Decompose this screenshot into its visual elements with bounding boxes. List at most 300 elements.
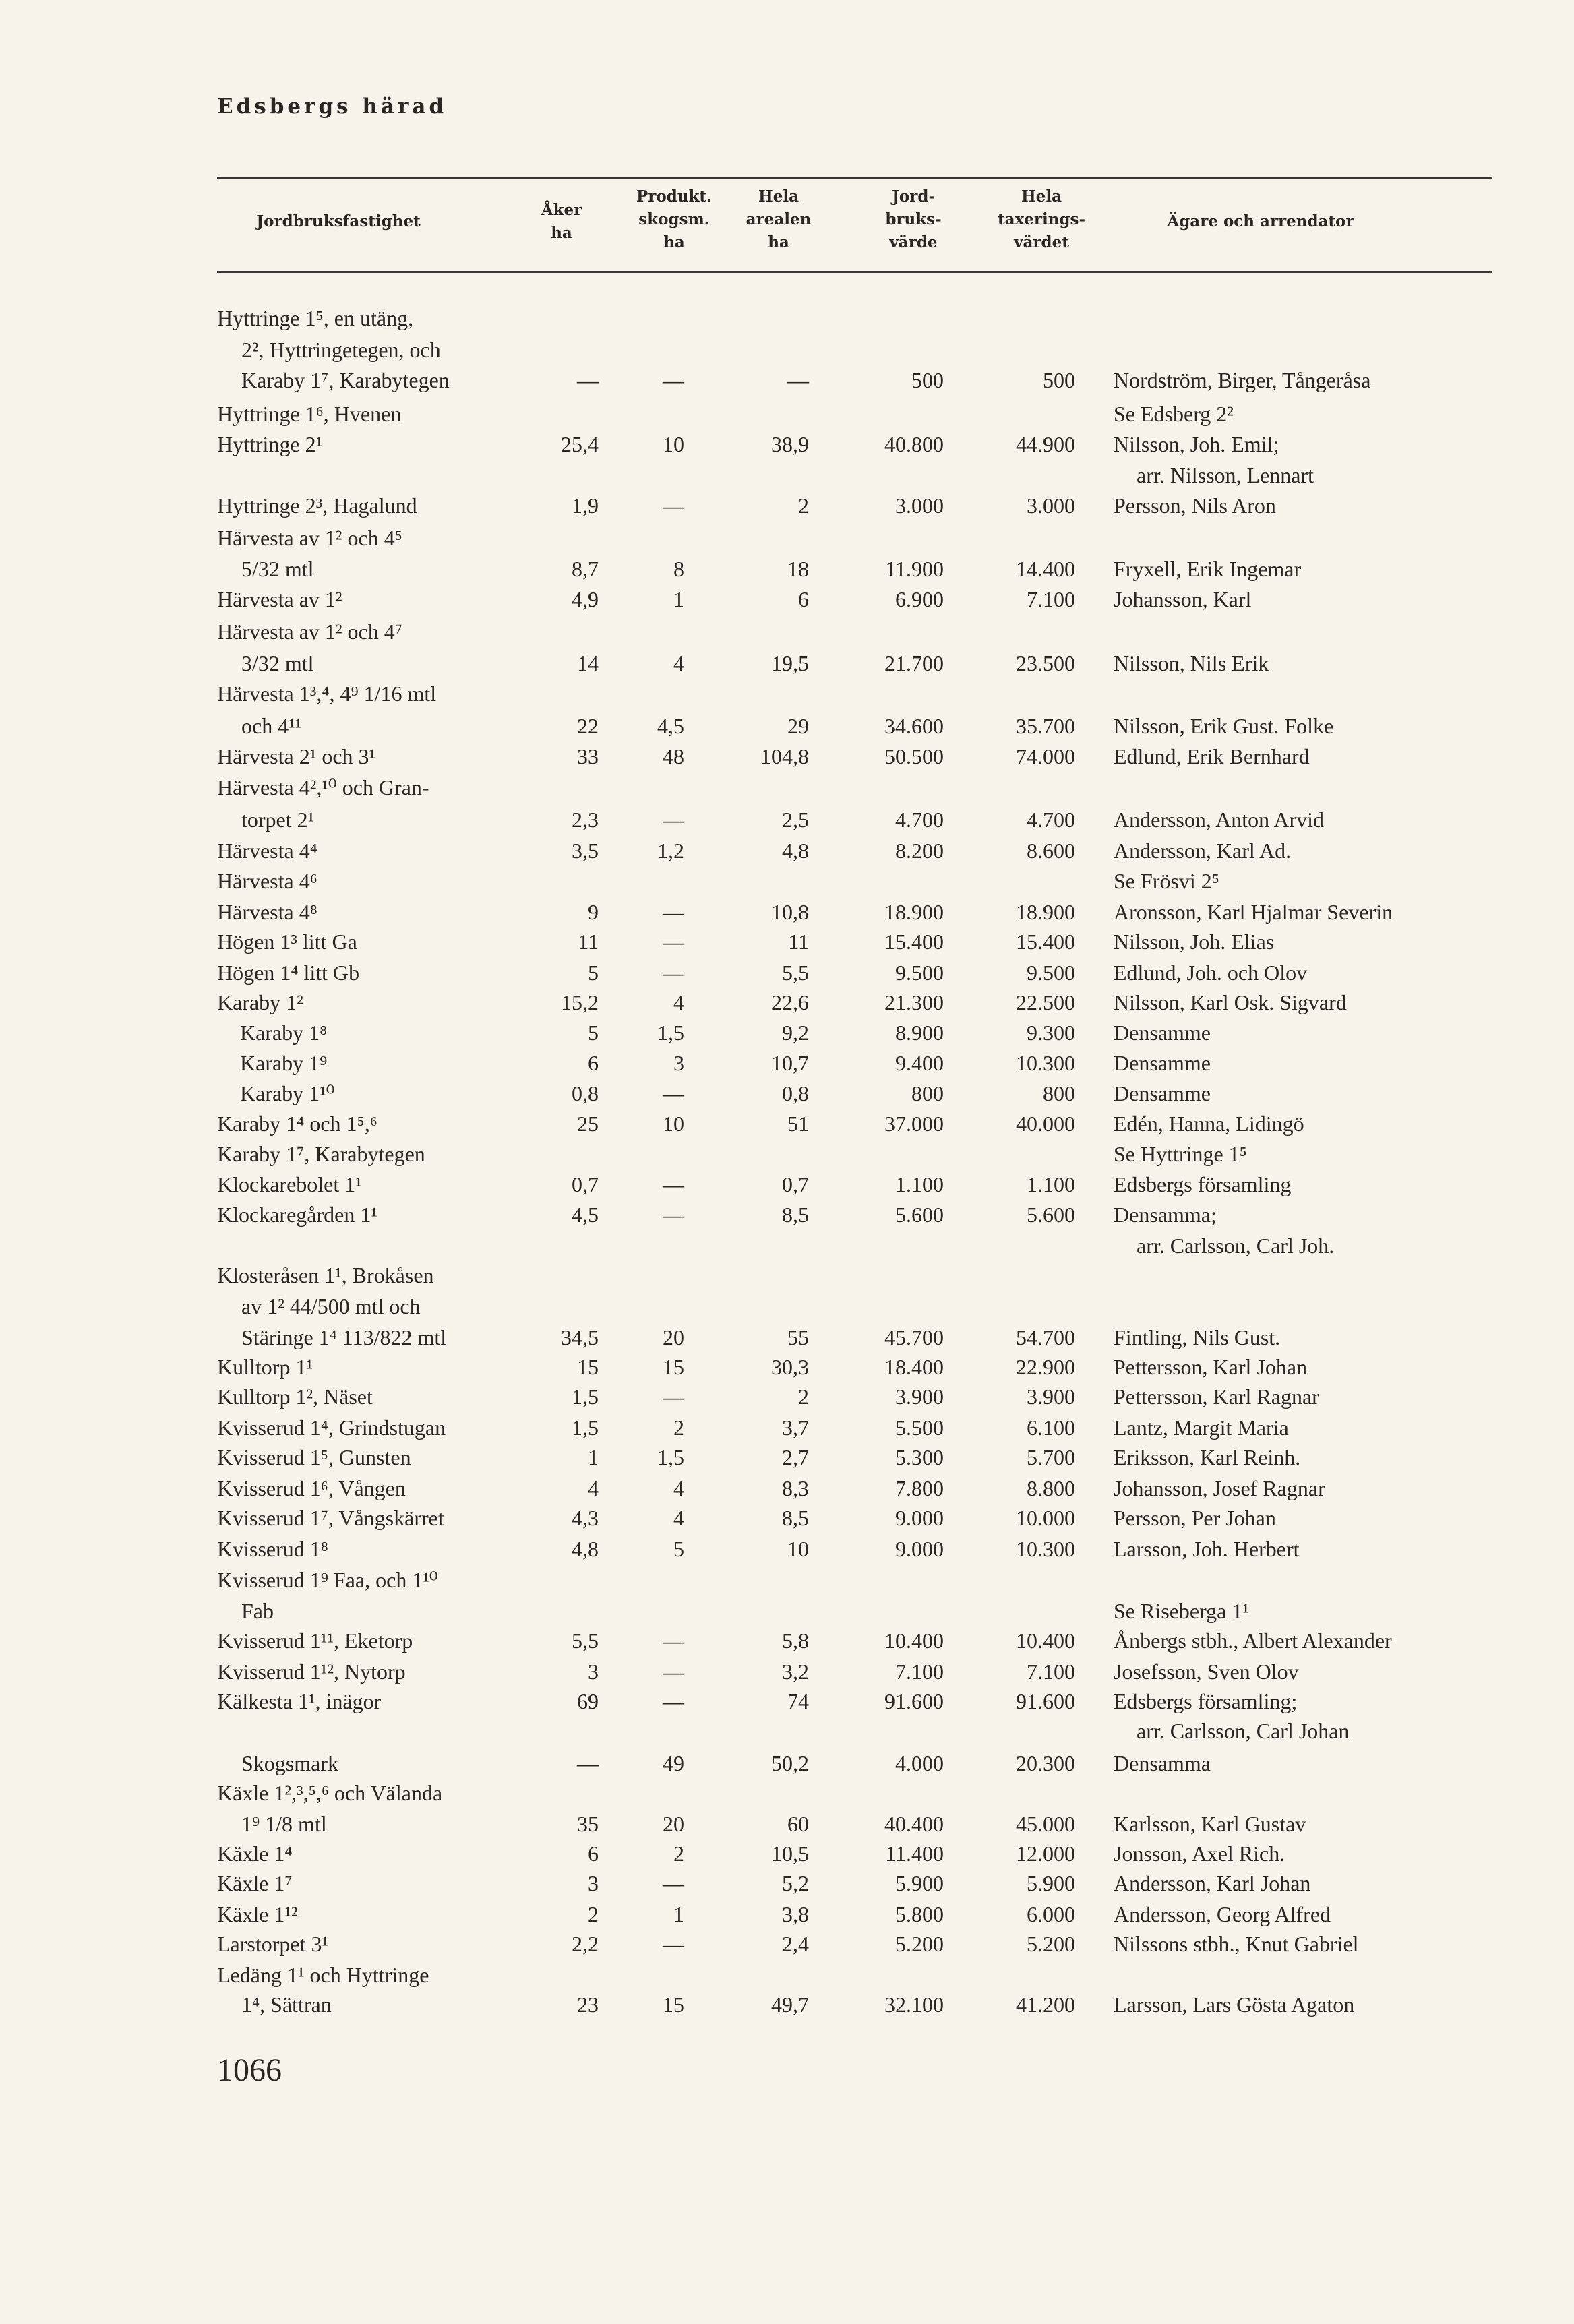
cell-j: 9.000 xyxy=(895,1537,944,1561)
cell-o: Andersson, Karl Ad. xyxy=(1114,838,1292,863)
cell-t: 3.000 xyxy=(1027,493,1075,518)
table-row xyxy=(0,1960,1574,1990)
cell-a: 15,2 xyxy=(561,990,599,1014)
cell-s: 20 xyxy=(663,1325,684,1349)
cell-s: 4 xyxy=(673,990,684,1014)
header-fastighet xyxy=(217,210,460,233)
header-line: bruks- xyxy=(885,210,942,228)
cell-j: 37.000 xyxy=(884,1111,944,1136)
cell-t: 5.200 xyxy=(1027,1932,1075,1956)
cell-t: 8.600 xyxy=(1027,838,1075,863)
table-row xyxy=(0,1748,1574,1779)
header-hela xyxy=(728,185,829,254)
cell-f: 2², Hyttringetegen, och xyxy=(241,338,441,362)
cell-a: 23 xyxy=(577,1992,599,2017)
header-line: arealen xyxy=(746,210,812,228)
table-row xyxy=(0,491,1574,521)
cell-h: 6 xyxy=(798,587,809,611)
cell-j: 8.200 xyxy=(895,838,944,863)
cell-s: — xyxy=(663,900,684,924)
table-row xyxy=(0,1534,1574,1564)
table-row xyxy=(0,1809,1574,1839)
cell-j: 91.600 xyxy=(884,1689,944,1713)
cell-f: Kvisserud 1¹², Nytorp xyxy=(217,1659,406,1684)
header-line: ha xyxy=(768,233,789,251)
cell-j: 5.200 xyxy=(895,1932,944,1956)
cell-o: Edlund, Erik Bernhard xyxy=(1114,744,1310,768)
cell-j: 11.400 xyxy=(885,1841,944,1866)
cell-f: och 4¹¹ xyxy=(241,714,302,738)
cell-f: Hyttringe 1⁵, en utäng, xyxy=(217,306,414,330)
cell-f: Karaby 1¹⁰ xyxy=(240,1081,335,1105)
cell-j: 40.800 xyxy=(884,432,944,456)
cell-o: Nilsson, Karl Osk. Sigvard xyxy=(1114,990,1347,1014)
cell-o: Karlsson, Karl Gustav xyxy=(1114,1812,1306,1836)
cell-t: 7.100 xyxy=(1027,587,1075,611)
cell-a: — xyxy=(577,368,599,392)
cell-t: 45.000 xyxy=(1016,1812,1075,1836)
cell-s: — xyxy=(663,1932,684,1956)
cell-h: 10 xyxy=(787,1537,809,1561)
cell-f: Karaby 1⁸ xyxy=(240,1020,328,1045)
cell-j: 5.900 xyxy=(895,1871,944,1895)
cell-t: 3.900 xyxy=(1027,1384,1075,1409)
table-row xyxy=(0,741,1574,772)
table-row xyxy=(0,987,1574,1018)
cell-s: 1,5 xyxy=(657,1445,684,1469)
cell-j: 9.500 xyxy=(895,960,944,985)
cell-s: 10 xyxy=(663,1111,684,1136)
header-line: Hela xyxy=(758,187,799,206)
cell-o: Densamme xyxy=(1114,1051,1211,1075)
cell-f: Käxle 1⁴ xyxy=(217,1841,293,1866)
cell-o: Pettersson, Karl Ragnar xyxy=(1114,1384,1319,1409)
cell-o: Josefsson, Sven Olov xyxy=(1114,1659,1299,1684)
cell-t: 12.000 xyxy=(1016,1841,1075,1866)
cell-s: — xyxy=(663,929,684,954)
table-row xyxy=(0,1169,1574,1200)
cell-h: 38,9 xyxy=(771,432,809,456)
header-line: Jord- xyxy=(892,187,935,206)
table-row xyxy=(0,1291,1574,1322)
table-row xyxy=(0,1990,1574,2020)
cell-j: 45.700 xyxy=(884,1325,944,1349)
cell-j: 11.900 xyxy=(885,557,944,581)
cell-h: 3,8 xyxy=(782,1902,809,1926)
cell-s: — xyxy=(663,1172,684,1196)
cell-t: 5.600 xyxy=(1027,1202,1075,1227)
table-row xyxy=(0,1352,1574,1382)
cell-a: 8,7 xyxy=(572,557,599,581)
table-row xyxy=(0,836,1574,866)
cell-j: 3.000 xyxy=(895,493,944,518)
cell-a: 4,3 xyxy=(572,1506,599,1530)
cell-a: 11 xyxy=(578,929,599,954)
table-row xyxy=(0,1109,1574,1139)
table-row xyxy=(0,1260,1574,1291)
cell-h: 19,5 xyxy=(771,651,809,675)
cell-t: 8.800 xyxy=(1027,1476,1075,1500)
cell-t: 14.400 xyxy=(1016,557,1075,581)
cell-o: Ånbergs stbh., Albert Alexander xyxy=(1114,1628,1392,1653)
cell-f: Klockaregården 1¹ xyxy=(217,1202,377,1227)
cell-t: 54.700 xyxy=(1016,1325,1075,1349)
cell-h: 104,8 xyxy=(760,744,809,768)
header-line: Ägare och arrendator xyxy=(1167,212,1354,231)
cell-a: 5 xyxy=(588,1020,599,1045)
cell-o: Fintling, Nils Gust. xyxy=(1114,1325,1281,1349)
cell-o: Andersson, Anton Arvid xyxy=(1114,807,1324,832)
cell-a: 9 xyxy=(588,900,599,924)
page-number: 1066 xyxy=(217,2052,282,2088)
cell-j: 8.900 xyxy=(895,1020,944,1045)
cell-o: Larsson, Joh. Herbert xyxy=(1114,1537,1300,1561)
table-row xyxy=(0,1596,1574,1626)
header-line: värdet xyxy=(1014,233,1069,251)
cell-h: 2 xyxy=(798,493,809,518)
cell-f: Kulltorp 1¹ xyxy=(217,1355,313,1379)
cell-f: Käxle 1⁷ xyxy=(217,1871,293,1895)
table-row xyxy=(0,1382,1574,1412)
table-row xyxy=(0,958,1574,988)
cell-f: 3/32 mtl xyxy=(241,651,314,675)
cell-t: 500 xyxy=(1043,368,1075,392)
cell-j: 40.400 xyxy=(884,1812,944,1836)
cell-f: Stäringe 1⁴ 113/822 mtl xyxy=(241,1325,447,1349)
table-row xyxy=(0,1442,1574,1473)
cell-s: 2 xyxy=(673,1841,684,1866)
cell-h: 5,5 xyxy=(782,960,809,985)
cell-h: 55 xyxy=(787,1325,809,1349)
cell-s: — xyxy=(663,1689,684,1713)
cell-h: — xyxy=(787,368,809,392)
cell-s: 1,2 xyxy=(657,838,684,863)
cell-o: Jonsson, Axel Rich. xyxy=(1114,1841,1285,1866)
cell-f: Högen 1⁴ litt Gb xyxy=(217,960,360,985)
cell-j: 5.800 xyxy=(895,1902,944,1926)
cell-h: 30,3 xyxy=(771,1355,809,1379)
cell-a: 0,7 xyxy=(572,1172,599,1196)
table-top-rule xyxy=(217,177,1492,179)
cell-s: 8 xyxy=(673,557,684,581)
cell-t: 5.900 xyxy=(1027,1871,1075,1895)
header-line: värde xyxy=(889,233,938,251)
cell-o: arr. Carlsson, Carl Johan xyxy=(1137,1719,1350,1743)
cell-o: Larsson, Lars Gösta Agaton xyxy=(1114,1992,1355,2017)
table-row xyxy=(0,1929,1574,1959)
table-row xyxy=(0,648,1574,679)
cell-j: 4.000 xyxy=(895,1751,944,1775)
cell-f: Klockarebolet 1¹ xyxy=(217,1172,362,1196)
cell-j: 18.900 xyxy=(884,900,944,924)
table-row xyxy=(0,1231,1574,1261)
cell-f: Klosteråsen 1¹, Brokåsen xyxy=(217,1263,434,1287)
cell-f: Kvisserud 1⁹ Faa, och 1¹⁰ xyxy=(217,1568,438,1592)
cell-t: 6.000 xyxy=(1027,1902,1075,1926)
cell-o: Eriksson, Karl Reinh. xyxy=(1114,1445,1301,1469)
cell-a: 14 xyxy=(577,651,599,675)
cell-a: 15 xyxy=(577,1355,599,1379)
cell-f: Härvesta av 1² och 4⁵ xyxy=(217,526,402,550)
cell-a: 69 xyxy=(577,1689,599,1713)
cell-s: 20 xyxy=(663,1812,684,1836)
cell-o: arr. Nilsson, Lennart xyxy=(1137,463,1314,487)
cell-h: 60 xyxy=(787,1812,809,1836)
cell-j: 800 xyxy=(911,1081,944,1105)
cell-a: 1,9 xyxy=(572,493,599,518)
cell-f: Karaby 1⁴ och 1⁵,⁶ xyxy=(217,1111,377,1136)
cell-s: 48 xyxy=(663,744,684,768)
table-row xyxy=(0,1200,1574,1230)
table-row xyxy=(0,1322,1574,1353)
cell-a: 5,5 xyxy=(572,1628,599,1653)
cell-j: 15.400 xyxy=(884,929,944,954)
cell-t: 40.000 xyxy=(1016,1111,1075,1136)
cell-t: 1.100 xyxy=(1027,1172,1075,1196)
cell-t: 800 xyxy=(1043,1081,1075,1105)
cell-h: 2,7 xyxy=(782,1445,809,1469)
cell-t: 18.900 xyxy=(1016,900,1075,924)
cell-s: 1 xyxy=(673,1902,684,1926)
cell-h: 51 xyxy=(787,1111,809,1136)
cell-a: 0,8 xyxy=(572,1081,599,1105)
cell-h: 49,7 xyxy=(771,1992,809,2017)
cell-a: 4,9 xyxy=(572,587,599,611)
cell-f: Härvesta 1³,⁴, 4⁹ 1/16 mtl xyxy=(217,681,437,706)
cell-a: 6 xyxy=(588,1051,599,1075)
cell-j: 500 xyxy=(911,368,944,392)
cell-t: 35.700 xyxy=(1016,714,1075,738)
cell-a: 4 xyxy=(588,1476,599,1500)
cell-a: 3,5 xyxy=(572,838,599,863)
cell-o: Nilsson, Joh. Emil; xyxy=(1114,432,1279,456)
cell-s: — xyxy=(663,1384,684,1409)
cell-h: 8,3 xyxy=(782,1476,809,1500)
cell-a: 2 xyxy=(588,1902,599,1926)
cell-s: 1,5 xyxy=(657,1020,684,1045)
cell-f: Härvesta 4⁸ xyxy=(217,900,317,924)
cell-a: 4,5 xyxy=(572,1202,599,1227)
header-line: taxerings- xyxy=(997,210,1086,228)
table-row xyxy=(0,1626,1574,1656)
cell-o: Se Riseberga 1¹ xyxy=(1114,1599,1249,1623)
header-agare xyxy=(1119,210,1402,233)
cell-o: Densamma xyxy=(1114,1751,1211,1775)
cell-t: 10.000 xyxy=(1016,1506,1075,1530)
table-row xyxy=(0,897,1574,927)
cell-o: Andersson, Georg Alfred xyxy=(1114,1902,1331,1926)
cell-j: 1.100 xyxy=(895,1172,944,1196)
cell-o: Nilssons stbh., Knut Gabriel xyxy=(1114,1932,1359,1956)
cell-f: Härvesta 4⁴ xyxy=(217,838,317,863)
cell-h: 9,2 xyxy=(782,1020,809,1045)
cell-f: Kulltorp 1², Näset xyxy=(217,1384,373,1409)
header-line: ha xyxy=(551,224,572,242)
cell-o: Nordström, Birger, Tångeråsa xyxy=(1114,368,1371,392)
table-row xyxy=(0,1686,1574,1717)
table-row xyxy=(0,1565,1574,1595)
table-row xyxy=(0,927,1574,957)
table-row xyxy=(0,1139,1574,1169)
cell-h: 0,8 xyxy=(782,1081,809,1105)
cell-j: 7.800 xyxy=(895,1476,944,1500)
cell-o: Lantz, Margit Maria xyxy=(1114,1415,1289,1440)
cell-s: 4 xyxy=(673,651,684,675)
cell-f: Kvisserud 1⁴, Grindstugan xyxy=(217,1415,446,1440)
cell-t: 20.300 xyxy=(1016,1751,1075,1775)
cell-j: 9.000 xyxy=(895,1506,944,1530)
cell-a: 1,5 xyxy=(572,1415,599,1440)
cell-j: 21.700 xyxy=(884,651,944,675)
cell-f: Hyttringe 2¹ xyxy=(217,432,323,456)
cell-a: 4,8 xyxy=(572,1537,599,1561)
cell-a: 6 xyxy=(588,1841,599,1866)
cell-o: arr. Carlsson, Carl Joh. xyxy=(1137,1233,1335,1258)
cell-j: 5.600 xyxy=(895,1202,944,1227)
cell-a: 2,3 xyxy=(572,807,599,832)
cell-f: Härvesta 4²,¹⁰ och Gran- xyxy=(217,775,429,799)
cell-o: Edén, Hanna, Lidingö xyxy=(1114,1111,1304,1136)
cell-h: 10,7 xyxy=(771,1051,809,1075)
cell-s: 1 xyxy=(673,587,684,611)
cell-j: 4.700 xyxy=(895,807,944,832)
cell-a: 2,2 xyxy=(572,1932,599,1956)
cell-o: Densamme xyxy=(1114,1020,1211,1045)
cell-o: Se Edsberg 2² xyxy=(1114,402,1234,426)
cell-h: 11 xyxy=(788,929,809,954)
cell-o: Nilsson, Joh. Elias xyxy=(1114,929,1275,954)
cell-j: 32.100 xyxy=(884,1992,944,2017)
table-row xyxy=(0,399,1574,429)
cell-s: — xyxy=(663,1202,684,1227)
cell-j: 5.500 xyxy=(895,1415,944,1440)
cell-t: 44.900 xyxy=(1016,432,1075,456)
cell-s: 5 xyxy=(673,1537,684,1561)
cell-o: Densamme xyxy=(1114,1081,1211,1105)
cell-j: 7.100 xyxy=(895,1659,944,1684)
table-row xyxy=(0,772,1574,803)
cell-o: Johansson, Karl xyxy=(1114,587,1252,611)
cell-j: 6.900 xyxy=(895,587,944,611)
cell-j: 21.300 xyxy=(884,990,944,1014)
cell-t: 91.600 xyxy=(1016,1689,1075,1713)
cell-s: — xyxy=(663,1081,684,1105)
cell-h: 0,7 xyxy=(782,1172,809,1196)
cell-t: 7.100 xyxy=(1027,1659,1075,1684)
header-jord xyxy=(856,185,971,254)
cell-t: 41.200 xyxy=(1016,1992,1075,2017)
cell-t: 9.300 xyxy=(1027,1020,1075,1045)
cell-t: 10.400 xyxy=(1016,1628,1075,1653)
cell-f: Kvisserud 1¹¹, Eketorp xyxy=(217,1628,413,1653)
cell-t: 10.300 xyxy=(1016,1051,1075,1075)
table-row xyxy=(0,711,1574,741)
table-row xyxy=(0,1657,1574,1687)
table-row xyxy=(0,1018,1574,1048)
table-row xyxy=(0,1048,1574,1078)
cell-o: Aronsson, Karl Hjalmar Severin xyxy=(1114,900,1393,924)
cell-o: Pettersson, Karl Johan xyxy=(1114,1355,1308,1379)
cell-j: 5.300 xyxy=(895,1445,944,1469)
cell-h: 29 xyxy=(787,714,809,738)
cell-a: 5 xyxy=(588,960,599,985)
cell-o: Edlund, Joh. och Olov xyxy=(1114,960,1308,985)
table-row xyxy=(0,1839,1574,1869)
cell-o: Edsbergs församling; xyxy=(1114,1689,1298,1713)
table-row xyxy=(0,1716,1574,1746)
cell-s: 4 xyxy=(673,1506,684,1530)
cell-h: 5,8 xyxy=(782,1628,809,1653)
cell-f: 1⁴, Sättran xyxy=(241,1992,332,2017)
cell-s: 4 xyxy=(673,1476,684,1500)
table-row xyxy=(0,1078,1574,1109)
cell-t: 22.900 xyxy=(1016,1355,1075,1379)
cell-t: 22.500 xyxy=(1016,990,1075,1014)
table-header-rule xyxy=(217,271,1492,273)
cell-h: 2 xyxy=(798,1384,809,1409)
cell-s: 10 xyxy=(663,432,684,456)
cell-a: 33 xyxy=(577,744,599,768)
cell-f: 1⁹ 1/8 mtl xyxy=(241,1812,327,1836)
cell-a: 3 xyxy=(588,1871,599,1895)
header-line: ha xyxy=(663,233,685,251)
table-row xyxy=(0,1778,1574,1808)
cell-h: 10,5 xyxy=(771,1841,809,1866)
table-row xyxy=(0,1899,1574,1930)
cell-o: Johansson, Josef Ragnar xyxy=(1114,1476,1325,1500)
table-row xyxy=(0,866,1574,896)
cell-h: 74 xyxy=(787,1689,809,1713)
cell-f: Kvisserud 1⁷, Vångskärret xyxy=(217,1506,444,1530)
table-row xyxy=(0,617,1574,647)
cell-s: — xyxy=(663,960,684,985)
cell-h: 5,2 xyxy=(782,1871,809,1895)
cell-s: — xyxy=(663,368,684,392)
cell-t: 5.700 xyxy=(1027,1445,1075,1469)
cell-s: — xyxy=(663,1628,684,1653)
cell-j: 9.400 xyxy=(895,1051,944,1075)
cell-s: 15 xyxy=(663,1992,684,2017)
cell-f: torpet 2¹ xyxy=(241,807,315,832)
cell-s: — xyxy=(663,1871,684,1895)
cell-o: Nilsson, Erik Gust. Folke xyxy=(1114,714,1334,738)
cell-j: 34.600 xyxy=(884,714,944,738)
cell-j: 3.900 xyxy=(895,1384,944,1409)
cell-t: 10.300 xyxy=(1016,1537,1075,1561)
cell-s: 15 xyxy=(663,1355,684,1379)
cell-h: 8,5 xyxy=(782,1202,809,1227)
cell-s: 49 xyxy=(663,1751,684,1775)
cell-f: Käxle 1²,³,⁵,⁶ och Välanda xyxy=(217,1781,443,1805)
cell-t: 9.500 xyxy=(1027,960,1075,985)
cell-s: — xyxy=(663,493,684,518)
table-row xyxy=(0,1413,1574,1443)
cell-f: Fab xyxy=(241,1599,274,1623)
cell-a: 35 xyxy=(577,1812,599,1836)
cell-a: 3 xyxy=(588,1659,599,1684)
header-skog xyxy=(620,185,728,254)
cell-t: 23.500 xyxy=(1016,651,1075,675)
cell-o: Fryxell, Erik Ingemar xyxy=(1114,557,1302,581)
table-row xyxy=(0,1473,1574,1504)
header-line: Jordbruksfastighet xyxy=(256,212,421,231)
cell-j: 50.500 xyxy=(884,744,944,768)
cell-f: Kvisserud 1⁵, Gunsten xyxy=(217,1445,411,1469)
cell-f: Härvesta av 1² och 4⁷ xyxy=(217,619,402,644)
cell-f: Skogsmark xyxy=(241,1751,338,1775)
cell-h: 2,4 xyxy=(782,1932,809,1956)
cell-s: — xyxy=(663,807,684,832)
